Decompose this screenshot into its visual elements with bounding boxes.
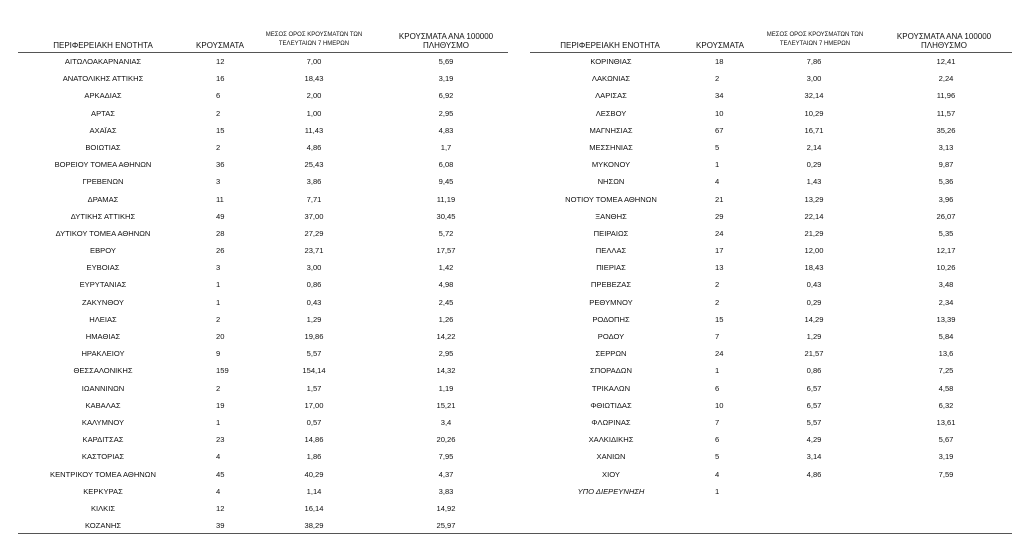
cell-avg: 1,43 [806, 177, 822, 187]
cell-cases: 19 [216, 400, 225, 410]
table-row [18, 208, 508, 225]
cell-cases: 49 [216, 211, 225, 221]
cell-cases: 5 [715, 452, 720, 462]
cell-name: ΚΟΡΙΝΘΙΑΣ [590, 57, 632, 66]
header-avg [750, 31, 880, 49]
cell-name: ΤΡΙΚΑΛΩΝ [591, 383, 631, 393]
cell-per100k: 26,07 [936, 211, 956, 221]
cell-cases: 16 [216, 74, 225, 84]
cell-per100k: 7,59 [938, 469, 954, 479]
table-row [18, 242, 508, 259]
cell-avg: 5,57 [806, 417, 822, 427]
cell-cases: 9 [216, 349, 221, 359]
cell-per100k: 3,13 [938, 142, 954, 152]
cell-avg: 25,43 [304, 160, 324, 170]
cell-name: ΒΟΙΩΤΙΑΣ [85, 142, 121, 152]
cell-cases: 159 [216, 366, 229, 376]
cell-avg: 5,57 [306, 349, 322, 359]
cell-per100k: 7,95 [438, 452, 454, 462]
cell-name: ΑΙΤΩΛΟΑΚΑΡΝΑΝΙΑΣ [64, 57, 142, 66]
cell-per100k: 13,39 [936, 314, 956, 324]
cell-per100k: 2,24 [938, 74, 954, 84]
table-row [530, 466, 1012, 483]
cell-avg: 27,29 [304, 228, 324, 238]
cell-avg: 17,00 [304, 400, 324, 410]
table-row [18, 431, 508, 448]
cell-avg: 2,14 [806, 142, 822, 152]
cell-avg: 13,29 [804, 194, 824, 204]
cell-name: ΦΛΩΡΙΝΑΣ [591, 417, 631, 427]
cell-per100k: 10,26 [936, 263, 956, 273]
table-row [18, 259, 508, 276]
table-row [530, 431, 1012, 448]
table-row [18, 500, 508, 517]
cell-per100k: 20,26 [436, 435, 456, 445]
cell-avg: 3,14 [806, 452, 822, 462]
table-row [18, 139, 508, 156]
cell-avg: 11,43 [304, 125, 324, 135]
table-row [530, 328, 1012, 345]
cell-per100k: 1,19 [438, 383, 454, 393]
cell-avg: 0,43 [306, 297, 322, 307]
cell-per100k: 1,42 [438, 263, 454, 273]
cell-avg: 0,86 [806, 366, 822, 376]
cell-name: ΠΙΕΡΙΑΣ [596, 263, 626, 273]
cell-name: ΗΛΕΙΑΣ [89, 314, 117, 324]
table-row [18, 276, 508, 293]
cell-per100k: 2,95 [438, 108, 454, 118]
cell-name: ΧΑΛΚΙΔΙΚΗΣ [588, 435, 634, 445]
table-row [530, 225, 1012, 242]
cell-name: ΡΟΔΟΠΗΣ [592, 314, 630, 324]
cell-per100k: 35,26 [936, 125, 956, 135]
left-table-header [18, 0, 508, 53]
cell-avg: 1,29 [806, 332, 822, 341]
cell-name: ΚΙΛΚΙΣ [90, 503, 116, 513]
cell-avg: 16,71 [804, 125, 824, 135]
cell-avg: 1,00 [306, 108, 322, 118]
cell-name: ΞΑΝΘΗΣ [595, 211, 627, 221]
cell-per100k: 14,22 [436, 332, 456, 341]
cell-name: ΡΟΔΟΥ [597, 332, 625, 341]
cell-name: ΑΧΑΪΑΣ [89, 125, 117, 135]
table-row [530, 87, 1012, 104]
cell-avg: 6,57 [806, 400, 822, 410]
cell-per100k: 12,41 [936, 57, 956, 66]
cell-cases: 45 [216, 469, 225, 479]
cell-per100k: 17,57 [436, 246, 456, 256]
left-table [18, 0, 508, 534]
cell-per100k: 4,58 [938, 383, 954, 393]
cell-name: ΠΕΛΛΑΣ [595, 246, 627, 256]
cell-avg: 19,86 [304, 332, 324, 341]
table-row [530, 53, 1012, 70]
cell-cases: 1 [216, 280, 221, 290]
cell-avg: 14,29 [804, 314, 824, 324]
cell-avg: 7,00 [306, 57, 322, 66]
table-row [530, 414, 1012, 431]
cell-per100k: 11,19 [436, 194, 456, 204]
header-cases: ΚΡΟΥΣΜΑΤΑ [696, 41, 744, 50]
cell-name: ΘΕΣΣΑΛΟΝΙΚΗΣ [73, 366, 133, 376]
cell-name: ΚΕΡΚΥΡΑΣ [83, 486, 123, 496]
table-row [530, 242, 1012, 259]
cell-per100k: 5,67 [938, 435, 954, 445]
cell-avg: 14,86 [304, 435, 324, 445]
table-row [18, 225, 508, 242]
cell-avg: 0,43 [806, 280, 822, 290]
table-row [18, 294, 508, 311]
cell-cases: 2 [216, 108, 221, 118]
cell-per100k: 4,98 [438, 280, 454, 290]
cell-name: ΗΡΑΚΛΕΙΟΥ [81, 349, 125, 359]
cell-avg: 7,71 [306, 194, 322, 204]
header-avg [254, 31, 374, 49]
cell-avg: 1,14 [306, 486, 322, 496]
cell-cases: 18 [715, 57, 724, 66]
cell-cases: 39 [216, 521, 225, 531]
cell-name: ΚΑΣΤΟΡΙΑΣ [81, 452, 125, 462]
cell-per100k: 4,37 [438, 469, 454, 479]
table-row [530, 191, 1012, 208]
right-table-header [530, 0, 1012, 53]
cell-avg: 4,86 [806, 469, 822, 479]
cell-cases: 2 [715, 280, 720, 290]
table-row [530, 105, 1012, 122]
cell-cases: 20 [216, 332, 225, 341]
cell-per100k: 1,26 [438, 314, 454, 324]
cell-name: ΠΕΙΡΑΙΩΣ [593, 228, 629, 238]
cell-avg: 37,00 [304, 211, 324, 221]
cell-name: ΚΕΝΤΡΙΚΟΥ ΤΟΜΕΑ ΑΘΗΝΩΝ [50, 469, 156, 479]
cell-per100k: 5,35 [938, 228, 954, 238]
table-row [530, 362, 1012, 379]
table-row [530, 259, 1012, 276]
cell-per100k: 15,21 [436, 400, 456, 410]
cell-avg: 1,29 [306, 314, 322, 324]
cell-avg: 3,00 [306, 263, 322, 273]
cell-cases: 12 [216, 503, 225, 513]
cell-cases: 3 [216, 263, 221, 273]
cell-per100k: 13,61 [936, 417, 956, 427]
cell-name: ΔΥΤΙΚΟΥ ΤΟΜΕΑ ΑΘΗΝΩΝ [55, 228, 151, 238]
cell-per100k: 14,92 [436, 503, 456, 513]
cell-per100k: 13,6 [938, 349, 954, 359]
cell-cases: 36 [216, 160, 225, 170]
cell-per100k: 11,96 [936, 91, 956, 101]
cell-per100k: 3,96 [938, 194, 954, 204]
header-avg-line2: ΤΕΛΕΥΤΑΙΩΝ 7 ΗΜΕΡΩΝ [278, 41, 350, 47]
cell-name: ΔΥΤΙΚΗΣ ΑΤΤΙΚΗΣ [70, 211, 136, 221]
cell-cases: 1 [715, 486, 720, 496]
cell-per100k: 3,4 [440, 417, 452, 427]
table-row [530, 345, 1012, 362]
table-row [18, 517, 508, 534]
cell-cases: 1 [216, 417, 221, 427]
table-row [530, 294, 1012, 311]
table-row [530, 122, 1012, 139]
table-row [18, 87, 508, 104]
cell-cases: 26 [216, 246, 225, 256]
cell-name: ΝΗΣΩΝ [597, 177, 625, 187]
cell-cases: 7 [715, 417, 720, 427]
cell-avg: 12,00 [804, 246, 824, 256]
cell-per100k: 6,92 [438, 91, 454, 101]
table-row [530, 276, 1012, 293]
cell-avg: 7,86 [806, 57, 822, 66]
cell-per100k: 14,32 [436, 366, 456, 376]
cell-name: ΔΡΑΜΑΣ [87, 194, 119, 204]
cell-name: ΣΕΡΡΩΝ [595, 349, 627, 359]
cell-name: ΚΑΡΔΙΤΣΑΣ [82, 435, 124, 445]
cell-avg: 0,29 [806, 160, 822, 170]
cell-per100k: 7,25 [938, 366, 954, 376]
header-avg-line2: ΤΕΛΕΥΤΑΙΩΝ 7 ΗΜΕΡΩΝ [779, 41, 851, 47]
cell-avg: 32,14 [804, 91, 824, 101]
table-row [18, 345, 508, 362]
cell-cases: 4 [715, 469, 720, 479]
cell-avg: 18,43 [804, 263, 824, 273]
cell-cases: 12 [216, 57, 225, 66]
cell-cases: 10 [715, 108, 724, 118]
cell-cases: 2 [216, 383, 221, 393]
cell-name: ΓΡΕΒΕΝΩΝ [82, 177, 124, 187]
cell-avg: 10,29 [804, 108, 824, 118]
cell-avg: 4,29 [806, 435, 822, 445]
cell-name: ΚΟΖΑΝΗΣ [84, 521, 122, 531]
table-row [530, 380, 1012, 397]
cell-name: ΖΑΚΥΝΘΟΥ [82, 297, 124, 307]
cell-name: ΧΑΝΙΩΝ [596, 452, 626, 462]
cell-avg: 38,29 [304, 521, 324, 531]
cell-cases: 23 [216, 435, 225, 445]
cell-avg: 40,29 [304, 469, 324, 479]
table-row [18, 466, 508, 483]
cell-avg: 23,71 [304, 246, 324, 256]
cell-cases: 11 [216, 194, 224, 204]
cell-avg: 6,57 [806, 383, 822, 393]
cell-name: ΛΑΚΩΝΙΑΣ [591, 74, 631, 84]
table-row [530, 448, 1012, 465]
cell-name: ΦΘΙΩΤΙΔΑΣ [590, 400, 632, 410]
table-row [18, 156, 508, 173]
cell-name: ΜΑΓΝΗΣΙΑΣ [589, 125, 633, 135]
cell-cases: 5 [715, 142, 720, 152]
cell-cases: 34 [715, 91, 724, 101]
cell-cases: 1 [715, 366, 720, 376]
cell-name: ΣΠΟΡΑΔΩΝ [590, 366, 632, 376]
right-table [530, 0, 1012, 500]
cell-cases: 24 [715, 228, 724, 238]
cell-per100k: 2,95 [438, 349, 454, 359]
table-row [18, 122, 508, 139]
table-row [18, 173, 508, 190]
header-per100k: ΚΡΟΥΣΜΑΤΑ ΑΝΑ 100000 ΠΛΗΘΥΣΜΟ [398, 32, 494, 50]
table-row [530, 173, 1012, 190]
cell-cases: 21 [715, 194, 724, 204]
cell-per100k: 9,87 [938, 160, 954, 170]
cell-avg: 3,86 [306, 177, 322, 187]
cell-per100k: 30,45 [436, 211, 456, 221]
cell-name: ΑΝΑΤΟΛΙΚΗΣ ΑΤΤΙΚΗΣ [62, 74, 144, 84]
header-avg-line1: ΜΕΣΟΣ ΟΡΟΣ ΚΡΟΥΣΜΑΤΩΝ ΤΩΝ [766, 32, 864, 38]
cell-avg: 21,57 [804, 349, 824, 359]
cell-per100k: 3,19 [938, 452, 954, 462]
cell-name: ΥΠΟ ΔΙΕΡΕΥΝΗΣΗ [577, 486, 645, 496]
cell-avg: 3,00 [806, 74, 822, 84]
cell-avg: 4,86 [306, 142, 322, 152]
table-row [530, 139, 1012, 156]
cell-name: ΚΑΒΑΛΑΣ [85, 400, 121, 410]
cell-name: ΒΟΡΕΙΟΥ ΤΟΜΕΑ ΑΘΗΝΩΝ [54, 160, 152, 170]
cell-per100k: 6,32 [938, 400, 954, 410]
cell-cases: 2 [216, 142, 221, 152]
cell-cases: 7 [715, 332, 720, 341]
cell-name: ΡΕΘΥΜΝΟΥ [589, 297, 633, 307]
header-avg-line1: ΜΕΣΟΣ ΟΡΟΣ ΚΡΟΥΣΜΑΤΩΝ ΤΩΝ [265, 32, 363, 38]
cell-per100k: 11,57 [936, 108, 956, 118]
cell-per100k: 5,72 [438, 228, 454, 238]
table-row [530, 156, 1012, 173]
cell-cases: 13 [715, 263, 724, 273]
cell-avg: 154,14 [302, 366, 326, 376]
table-row [18, 483, 508, 500]
cell-avg: 1,86 [306, 452, 322, 462]
cell-cases: 6 [715, 383, 720, 393]
cell-avg: 18,43 [304, 74, 324, 84]
cell-name: ΧΙΟΥ [602, 469, 620, 479]
cell-cases: 6 [715, 435, 720, 445]
cell-cases: 28 [216, 228, 225, 238]
cell-name: ΜΕΣΣΗΝΙΑΣ [589, 142, 633, 152]
cell-per100k: 6,08 [438, 160, 454, 170]
cell-cases: 15 [715, 314, 724, 324]
header-per100k: ΚΡΟΥΣΜΑΤΑ ΑΝΑ 100000 ΠΛΗΘΥΣΜΟ [896, 32, 992, 50]
cell-avg: 0,29 [806, 297, 822, 307]
table-row [530, 70, 1012, 87]
cell-per100k: 2,34 [938, 297, 954, 307]
cell-cases: 29 [715, 211, 724, 221]
cell-per100k: 5,36 [938, 177, 954, 187]
table-row [530, 311, 1012, 328]
cell-name: ΛΕΣΒΟΥ [595, 108, 627, 118]
cell-cases: 15 [216, 125, 225, 135]
cell-name: ΙΩΑΝΝΙΝΩΝ [81, 383, 125, 393]
table-row [530, 483, 1012, 500]
right-table-body [530, 53, 1012, 500]
cell-cases: 1 [216, 297, 221, 307]
cell-name: ΑΡΤΑΣ [91, 108, 115, 118]
table-row [18, 362, 508, 379]
cell-per100k: 3,48 [938, 280, 954, 290]
table-row [18, 380, 508, 397]
cell-avg: 22,14 [804, 211, 824, 221]
table-row [18, 328, 508, 345]
cell-name: ΠΡΕΒΕΖΑΣ [590, 280, 632, 290]
cell-name: ΕΥΒΟΙΑΣ [86, 263, 120, 273]
cell-per100k: 5,69 [438, 57, 454, 66]
table-row [18, 397, 508, 414]
cell-per100k: 5,84 [938, 332, 954, 341]
cell-per100k: 25,97 [436, 521, 456, 531]
cell-name: ΝΟΤΙΟΥ ΤΟΜΕΑ ΑΘΗΝΩΝ [565, 194, 657, 204]
cell-name: ΕΥΡΥΤΑΝΙΑΣ [79, 280, 127, 290]
cell-cases: 2 [216, 314, 221, 324]
left-table-body [18, 53, 508, 534]
cell-cases: 2 [715, 74, 720, 84]
cell-cases: 6 [216, 91, 221, 101]
cell-name: ΛΑΡΙΣΑΣ [595, 91, 627, 101]
header-cases: ΚΡΟΥΣΜΑΤΑ [196, 41, 244, 50]
cell-cases: 10 [715, 400, 724, 410]
cell-cases: 67 [715, 125, 724, 135]
table-row [18, 105, 508, 122]
cell-cases: 3 [216, 177, 221, 187]
cell-cases: 17 [715, 246, 724, 256]
cell-cases: 4 [715, 177, 720, 187]
cell-avg: 1,57 [306, 383, 322, 393]
cell-per100k: 3,19 [438, 74, 454, 84]
table-row [18, 311, 508, 328]
cell-cases: 24 [715, 349, 724, 359]
header-region: ΠΕΡΙΦΕΡΕΙΑΚΗ ΕΝΟΤΗΤΑ [560, 41, 660, 50]
cell-per100k: 3,83 [438, 486, 454, 496]
cell-avg: 0,86 [306, 280, 322, 290]
header-region: ΠΕΡΙΦΕΡΕΙΑΚΗ ΕΝΟΤΗΤΑ [53, 41, 153, 50]
table-row [18, 414, 508, 431]
cell-avg: 21,29 [804, 228, 824, 238]
table-row [18, 448, 508, 465]
cell-per100k: 4,83 [438, 125, 454, 135]
cell-name: ΑΡΚΑΔΙΑΣ [84, 91, 122, 101]
cell-per100k: 2,45 [438, 297, 454, 307]
cell-cases: 4 [216, 452, 221, 462]
cell-name: ΗΜΑΘΙΑΣ [85, 332, 121, 341]
table-row [18, 70, 508, 87]
table-row [530, 397, 1012, 414]
cell-cases: 1 [715, 160, 720, 170]
table-row [18, 53, 508, 70]
cell-avg: 0,57 [306, 417, 322, 427]
cell-cases: 4 [216, 486, 221, 496]
cell-name: ΜΥΚΟΝΟΥ [591, 160, 631, 170]
table-row [18, 191, 508, 208]
cell-avg: 2,00 [306, 91, 322, 101]
cell-avg: 16,14 [304, 503, 324, 513]
cell-per100k: 12,17 [936, 246, 956, 256]
cell-name: ΚΑΛΥΜΝΟΥ [81, 417, 125, 427]
bottom-rule [18, 533, 1012, 534]
cell-per100k: 1,7 [440, 142, 452, 152]
cell-name: ΕΒΡΟΥ [90, 246, 116, 256]
table-row [530, 208, 1012, 225]
cell-per100k: 9,45 [438, 177, 454, 187]
cell-cases: 2 [715, 297, 720, 307]
